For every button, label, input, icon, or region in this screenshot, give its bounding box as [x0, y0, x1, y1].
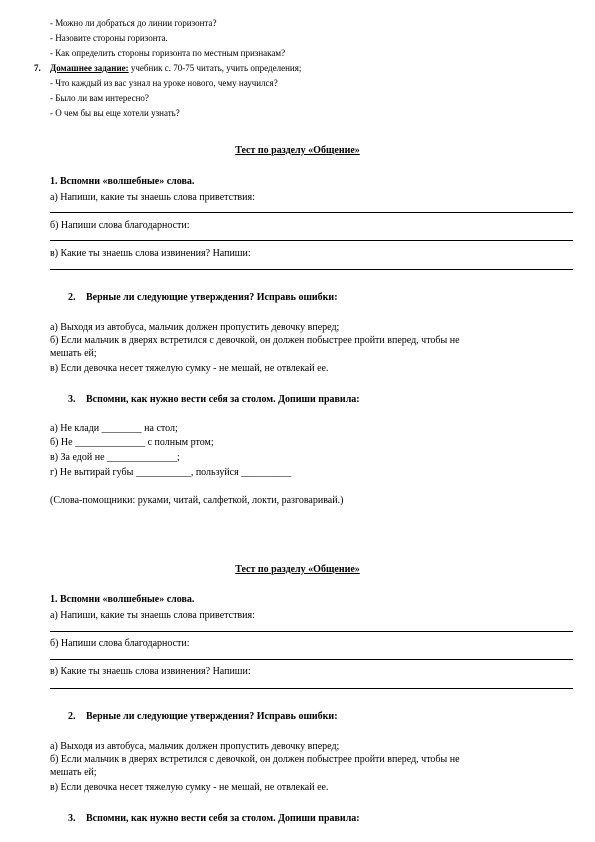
- task2-heading: [68, 292, 338, 304]
- list-item: - Можно ли добраться до линии горизонта?: [50, 18, 217, 28]
- task3-number-2: 3.: [68, 813, 76, 824]
- homework-text: учебник с. 70-75 читать, учить определения;: [128, 63, 302, 73]
- task3-c: в) За едой не ______________;: [50, 452, 180, 463]
- task3-a: а) Не клади ________ на стол;: [50, 423, 178, 434]
- task2-heading-2: [68, 711, 338, 723]
- task3-heading-text: Вспомни, как нужно вести себя за столом. Допиши правила:: [86, 394, 360, 405]
- task1-a-2: а) Напиши, какие ты знаешь слова приветствия:: [50, 610, 255, 621]
- list-item: - Как определить стороны горизонта по местным признакам?: [50, 48, 286, 58]
- answer-line: [50, 688, 573, 689]
- test-title: Тест по разделу «Общение»: [235, 145, 360, 156]
- task3-number: 3.: [68, 394, 76, 405]
- task1-heading: 1. Вспомни «волшебные» слова.: [50, 176, 195, 187]
- task2-heading-text-2: Верные ли следующие утверждения? Исправь ошибки:: [86, 711, 338, 722]
- task3-heading-text-2: Вспомни, как нужно вести себя за столом. Допиши правила:: [86, 813, 360, 824]
- list-item: - Назовите стороны горизонта.: [50, 33, 168, 43]
- task2-b: б) Если мальчик в дверях встретился с девочкой, он должен побыстрее пройти вперед, чтобы не: [50, 335, 460, 346]
- test-title-2: Тест по разделу «Общение»: [235, 564, 360, 575]
- task3-hint: (Слова-помощники: руками, читай, салфеткой, локти, разговаривай.): [50, 495, 344, 506]
- task1-c-2: в) Какие ты знаешь слова извинения? Напиши:: [50, 666, 251, 677]
- task2-b-2: б) Если мальчик в дверях встретился с девочкой, он должен побыстрее пройти вперед, чтобы не: [50, 754, 460, 765]
- homework-label: Домашнее задание:: [50, 63, 129, 73]
- list-item: - О чем бы вы еще хотели узнать?: [50, 108, 180, 118]
- task2-heading-text: Верные ли следующие утверждения? Исправь ошибки:: [86, 292, 338, 303]
- answer-line: [50, 269, 573, 270]
- item-7-number: 7.: [34, 63, 41, 73]
- task3-b: б) Не ______________ с полным ртом;: [50, 437, 214, 448]
- answer-line: [50, 212, 573, 213]
- task1-b: б) Напиши слова благодарности:: [50, 220, 190, 231]
- answer-line: [50, 631, 573, 632]
- task3-heading: [68, 394, 360, 406]
- task2-a: а) Выходя из автобуса, мальчик должен пропустить девочку вперед;: [50, 322, 340, 333]
- task2-a-2: а) Выходя из автобуса, мальчик должен пропустить девочку вперед;: [50, 741, 340, 752]
- homework-line: [50, 63, 301, 74]
- answer-line: [50, 659, 573, 660]
- task2-c: в) Если девочка несет тяжелую сумку - не мешай, не отвлекай ее.: [50, 363, 329, 374]
- answer-line: [50, 240, 573, 241]
- task1-a: а) Напиши, какие ты знаешь слова приветствия:: [50, 192, 255, 203]
- task2-b-cont-2: мешать ей;: [50, 767, 97, 778]
- task2-number-2: 2.: [68, 711, 76, 722]
- task1-c: в) Какие ты знаешь слова извинения? Напиши:: [50, 248, 251, 259]
- task1-heading-2: 1. Вспомни «волшебные» слова.: [50, 594, 195, 605]
- task3-d: г) Не вытирай губы ___________, пользуйся __________: [50, 467, 292, 478]
- list-item: - Что каждый из вас узнал на уроке нового, чему научился?: [50, 78, 278, 88]
- task1-b-2: б) Напиши слова благодарности:: [50, 638, 190, 649]
- task2-number: 2.: [68, 292, 76, 303]
- task3-heading-2: [68, 813, 360, 825]
- task2-c-2: в) Если девочка несет тяжелую сумку - не мешай, не отвлекай ее.: [50, 782, 329, 793]
- task2-b-cont: мешать ей;: [50, 348, 97, 359]
- list-item: - Было ли вам интересно?: [50, 93, 149, 103]
